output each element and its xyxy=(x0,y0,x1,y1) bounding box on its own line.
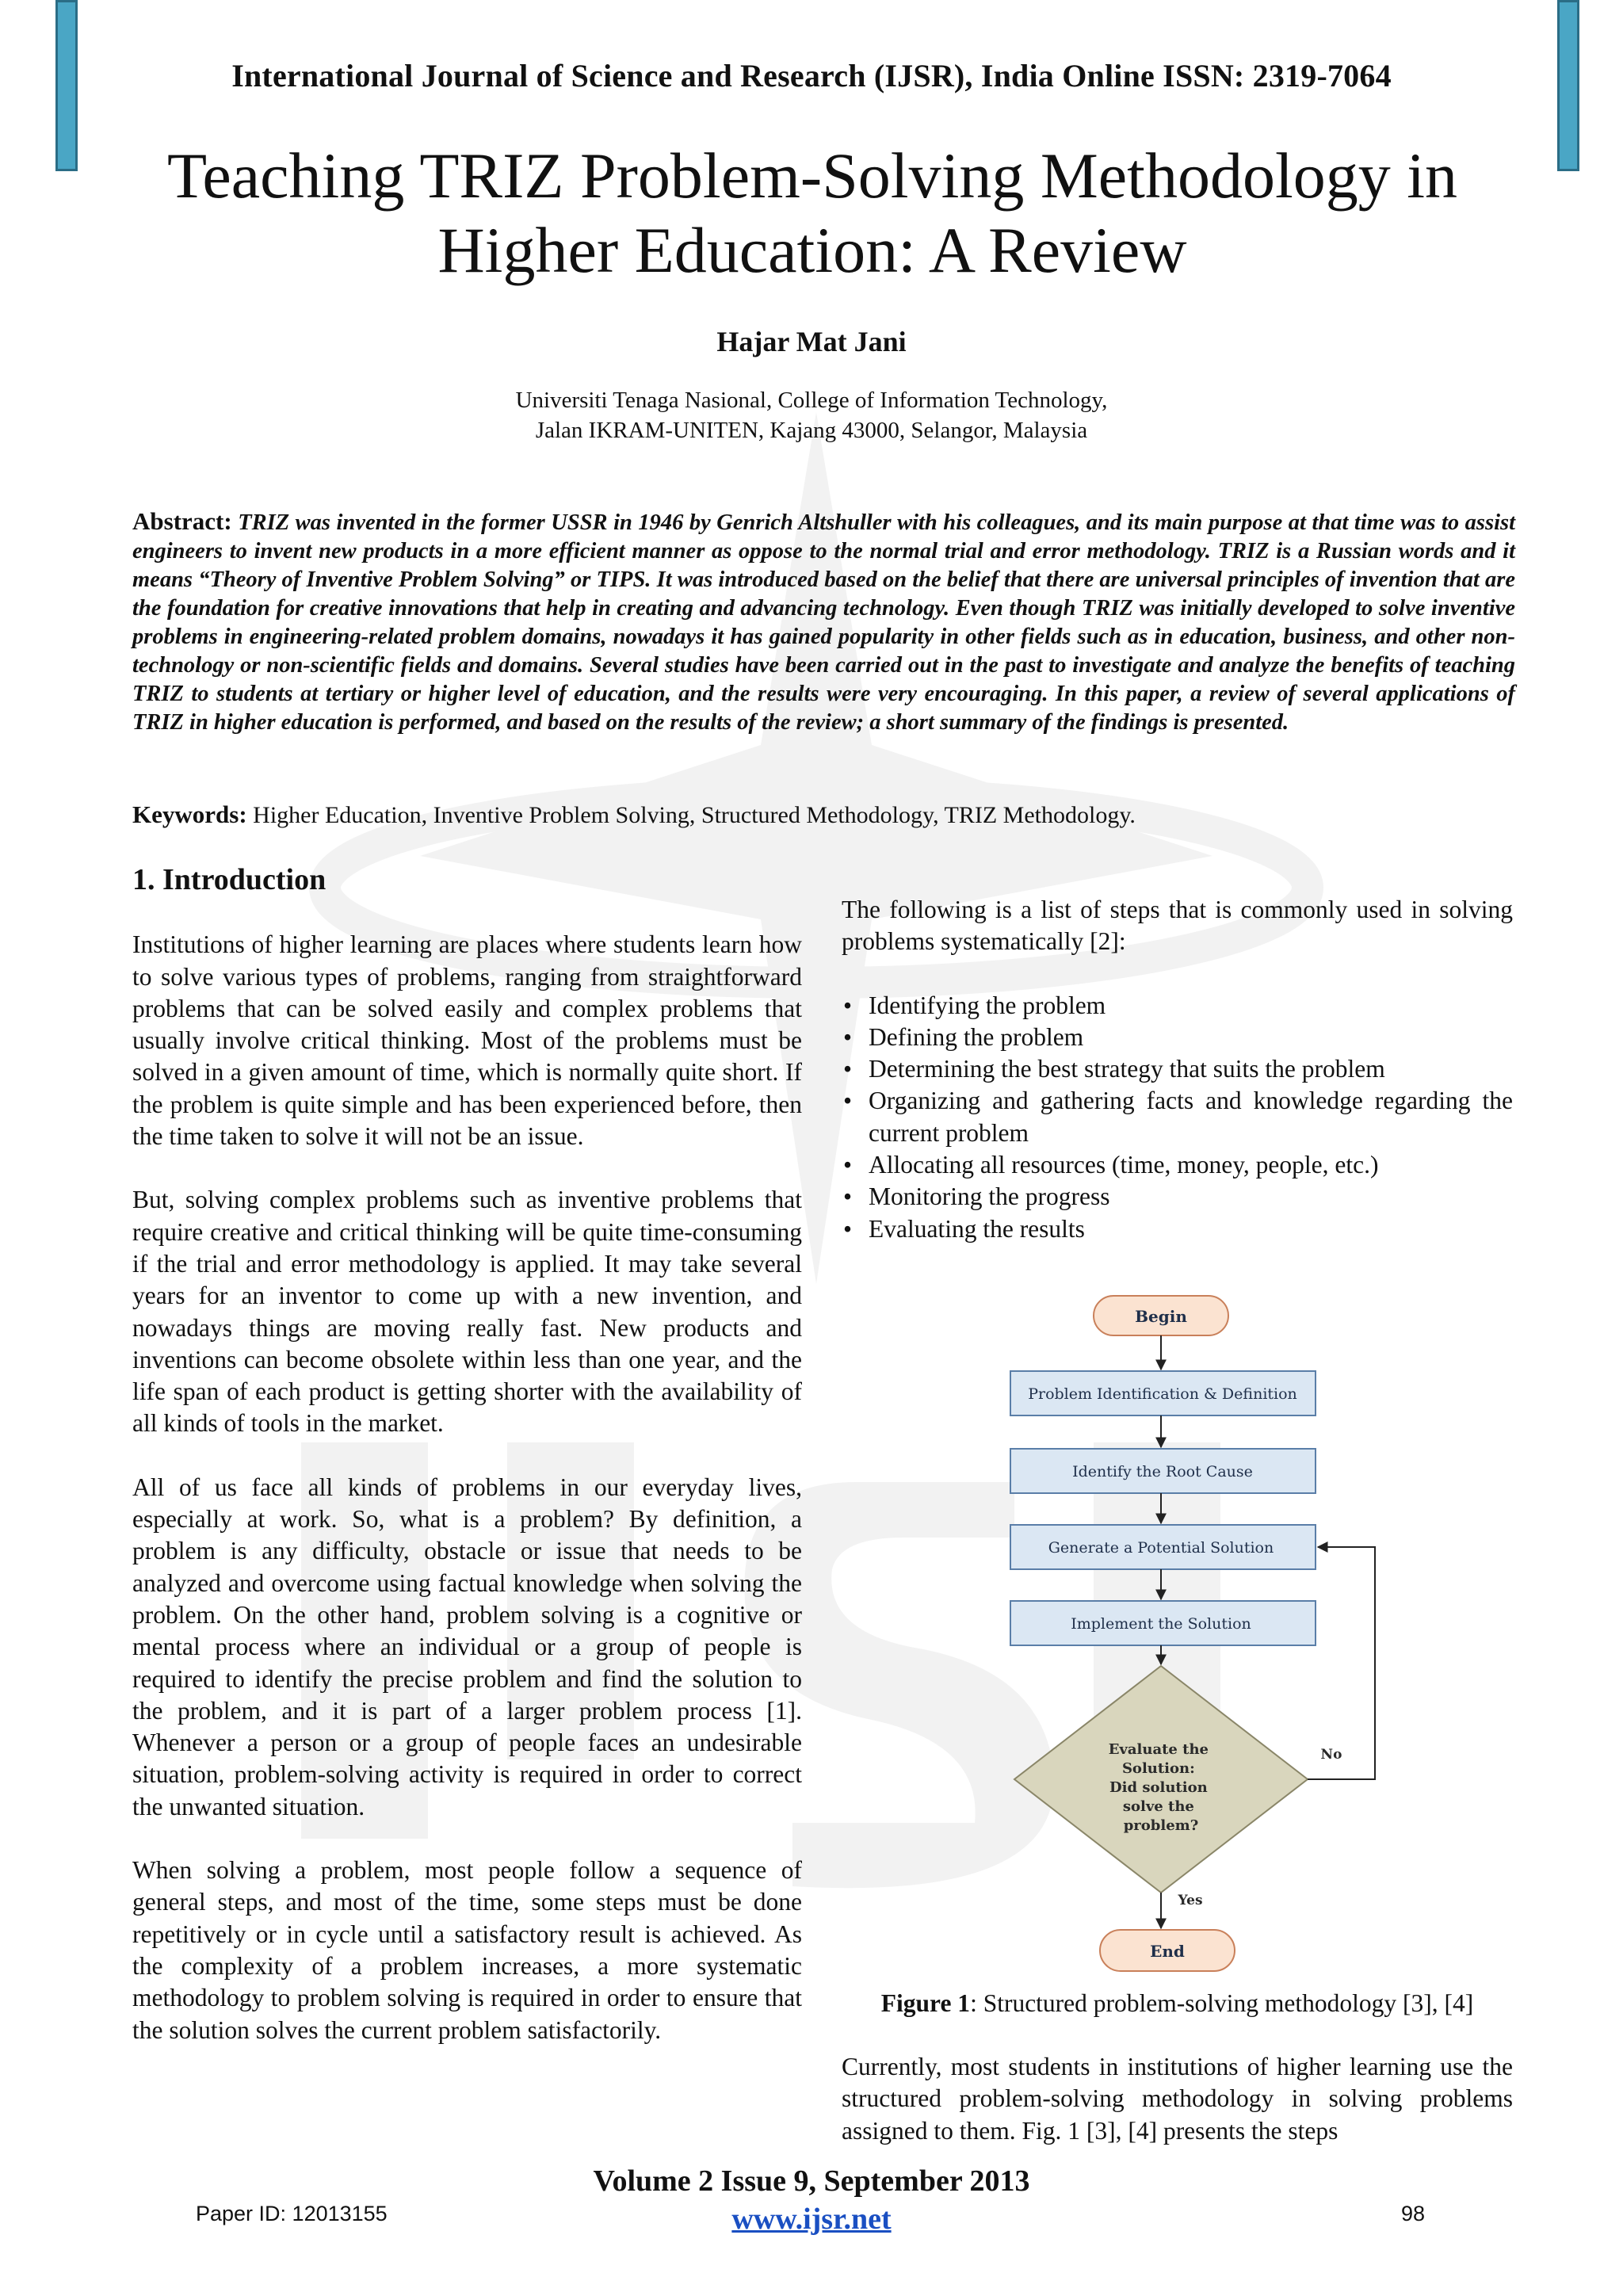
flow-decision-label: Evaluate the Solution: Did solution solve the problem? xyxy=(1108,1741,1209,1834)
list-item: • Determining the best strategy that suits the problem xyxy=(842,1053,1513,1085)
section-heading-introduction: 1. Introduction xyxy=(132,863,327,896)
abstract xyxy=(132,507,1515,737)
flow-begin-label: Begin xyxy=(1135,1307,1187,1326)
page-number: 98 xyxy=(1401,2202,1426,2225)
flow-yes-label: Yes xyxy=(1178,1893,1203,1908)
list-item: • Identifying the problem xyxy=(842,990,1513,1022)
list-item: • Evaluating the results xyxy=(842,1213,1513,1245)
author-name: Hajar Mat Jani xyxy=(716,326,907,357)
steps-list xyxy=(842,990,1513,1245)
list-item: • Organizing and gathering facts and knowledge regarding the current problem xyxy=(843,1087,1513,1147)
bullet-icon: • xyxy=(843,1022,853,1051)
figure-caption-text: : Structured problem-solving methodology [3], [4] xyxy=(970,1989,1474,2017)
list-item: • Defining the problem xyxy=(842,1022,1513,1053)
figure-caption xyxy=(842,1989,1513,2018)
bullet-icon: • xyxy=(843,1087,853,1115)
footer-url-link[interactable]: www.ijsr.net xyxy=(731,2202,892,2236)
left-column xyxy=(132,864,802,2078)
keywords-text: Higher Education, Inventive Problem Solving, Structured Methodology, TRIZ Methodology. xyxy=(253,802,1136,828)
list-item: • Allocating all resources (time, money, people, etc.) xyxy=(842,1149,1513,1181)
intro-paragraph: But, solving complex problems such as inventive problems that require creative and critical thinking will be quite time-consuming if the trial and error methodology is applied. It may take several years for an inventor to come up with a new invention, and nowadays things are moving really fast. New products and inventions can become obsolete within less than one year, and the life span of each product is getting shorter with the availability of all kinds of tools in the market. xyxy=(132,1186,802,1438)
paper-id: Paper ID: 12013155 xyxy=(196,2202,388,2225)
affiliation xyxy=(0,385,1623,445)
intro-paragraph: When solving a problem, most people follow a sequence of general steps, and most of the time, some steps must be done repetitively or in cycle until a satisfactory result is achieved. As the complexity of a problem increases, a more systematic methodology to problem solving is required in order to ensure that the solution solves the current problem satisfactorily. xyxy=(132,1856,802,2044)
after-figure-paragraph: Currently, most students in institutions of higher learning use the structured problem-solving methodology in solving problems assigned to them. Fig. 1 [3], [4] presents the steps xyxy=(842,2053,1513,2145)
abstract-text: TRIZ was invented in the former USSR in 1946 by Genrich Altshuller with his colleagues, and its main purpose at that time was to assist engineers to invent new products in a more efficient manner as oppose to the normal trial and error methodology. TRIZ is a Russian words and it means “Theory of Inventive Problem Solving” or TIPS. It was introduced based on the belief that there are universal principles of invention that are the foundation for creative innovations that help in creating and advancing technology. Even though TRIZ was initially developed to solve inventive problems in engineering-related problem domains, nowadays it has gained popularity in other fields such as in education, business, and other non-technology or non-scientific fields and domains. Several studies have been carried out in the past to investigate and analyze the benefits of teaching TRIZ to students at tertiary or higher level of education, and the results were very encouraging. In this paper, a review of several applications of TRIZ in higher education is performed, and based on the results of the review; a short summary of the findings is presented. xyxy=(132,510,1516,735)
bullet-icon: • xyxy=(843,1182,853,1211)
bullet-icon: • xyxy=(843,991,853,1019)
paper-title: Teaching TRIZ Problem-Solving Methodology in Higher Education: A Review xyxy=(166,139,1458,286)
list-item: • Monitoring the progress xyxy=(842,1181,1513,1213)
flow-step-implement-label: Implement the Solution xyxy=(1071,1615,1251,1633)
flow-step-generate-label: Generate a Potential Solution xyxy=(1048,1539,1274,1557)
bullet-icon: • xyxy=(843,1055,853,1083)
bullet-icon: • xyxy=(843,1151,853,1179)
abstract-label: Abstract: xyxy=(132,507,232,535)
flowchart-figure xyxy=(1006,1288,1419,1985)
keywords xyxy=(132,800,1515,829)
flow-step-root-cause-label: Identify the Root Cause xyxy=(1072,1463,1253,1480)
figure-label: Figure 1 xyxy=(880,1989,971,2017)
flow-no-label: No xyxy=(1320,1747,1342,1763)
flow-step-identify-label: Problem Identification & Definition xyxy=(1028,1385,1297,1403)
steps-intro: The following is a list of steps that is commonly used in solving problems systematically [2]: xyxy=(842,896,1513,956)
flow-end-label: End xyxy=(1150,1942,1185,1961)
right-column xyxy=(842,894,1513,1277)
affiliation-line-1: Universiti Tenaga Nasional, College of Information Technology, xyxy=(515,388,1108,413)
keywords-label: Keywords: xyxy=(132,800,247,828)
journal-header: International Journal of Science and Research (IJSR), India Online ISSN: 2319-7064 xyxy=(231,58,1392,94)
intro-paragraph: All of us face all kinds of problems in our everyday lives, especially at work. So, what is a problem? By definition, a problem is any difficulty, obstacle or issue that needs to be analyzed and overcome using factual knowledge when solving the problem. On the other hand, problem solving is a cognitive or mental process where an individual or a group of people is required to identify the precise problem and find the solution to the problem, and it is part of a larger problem process [1]. Whenever a person or a group of people faces an undesirable situation, problem-solving activity is required in order to correct the unwanted situation. xyxy=(132,1473,802,1820)
affiliation-line-2: Jalan IKRAM-UNITEN, Kajang 43000, Selangor, Malaysia xyxy=(535,418,1088,443)
footer-volume: Volume 2 Issue 9, September 2013 xyxy=(593,2164,1030,2198)
intro-paragraph: Institutions of higher learning are places where students learn how to solve various types of problems, ranging from straightforward problems that can be solved easily and complex problems that usually involve critical thinking. Most of the problems must be solved in a given amount of time, which is normally quite short. If the problem is quite simple and has been experienced before, then the time taken to solve it will not be an issue. xyxy=(132,930,802,1151)
bullet-icon: • xyxy=(843,1214,853,1243)
